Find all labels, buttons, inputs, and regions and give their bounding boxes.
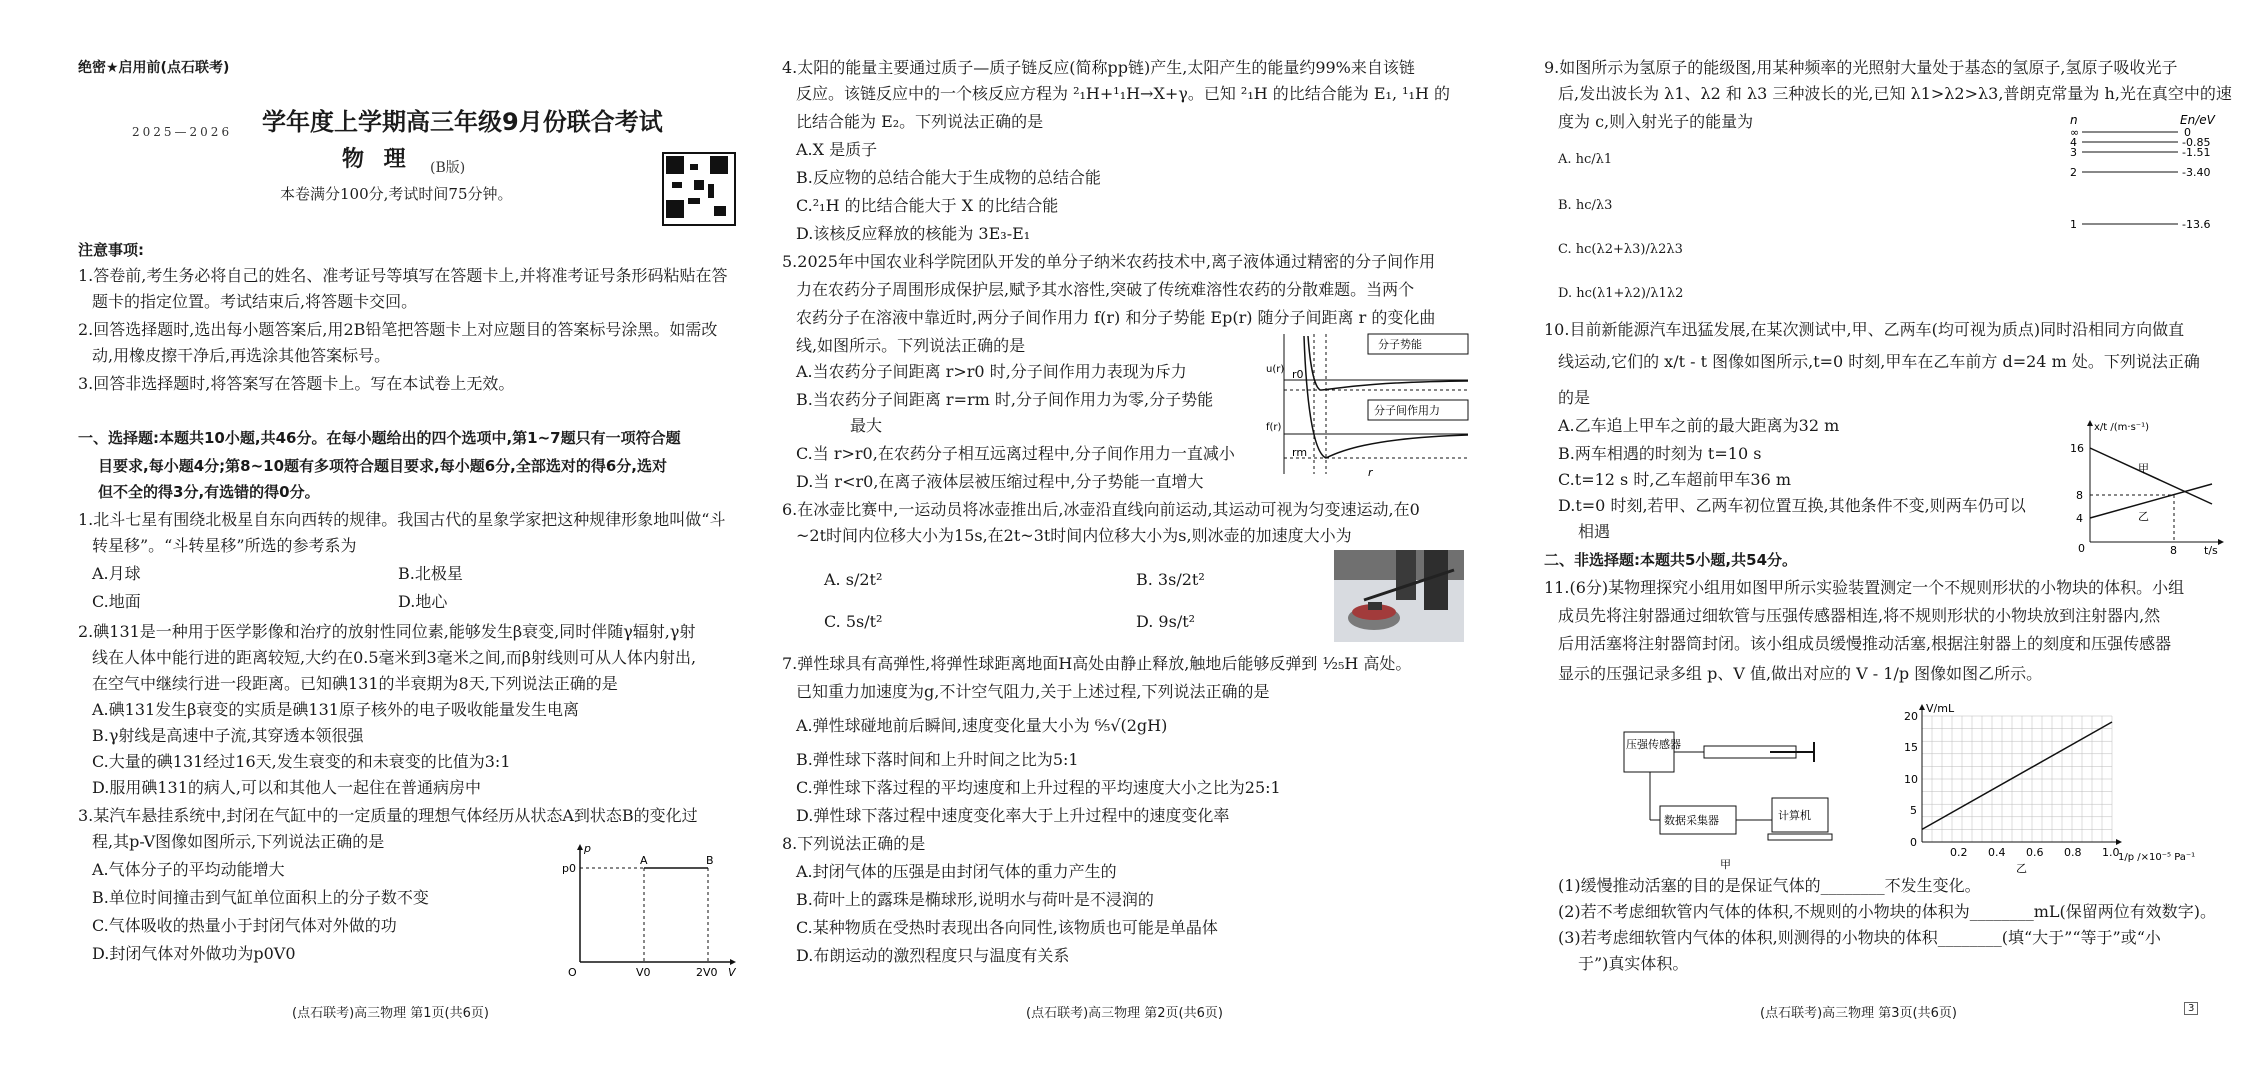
collector-label: 数据采集器 [1664, 814, 1719, 827]
level-n: ∞ [2070, 126, 2080, 139]
exam-title: 学年度上学期高三年级9月份联合考试 [262, 108, 663, 136]
vp-xtick: 0.8 [2064, 846, 2082, 859]
vp-yi: 乙 [2016, 862, 2027, 875]
option: A.弹性球碰地前后瞬间,速度变化量大小为 ⁶⁄₅√(2gH) [796, 716, 1168, 735]
question-line: 成员先将注射器通过细软管与压强传感器相连,将不规则形状的小物块放到注射器内,然 [1558, 606, 2161, 625]
option: D.地心 [398, 592, 448, 611]
vp-ytick: 0 [1910, 836, 1917, 849]
option: A. s/2t² [824, 570, 883, 589]
pv-origin: O [568, 966, 577, 979]
option: C.大量的碘131经过16天,发生衰变的和未衰变的比值为3:1 [92, 752, 511, 771]
grid [1922, 716, 2112, 842]
vp-ytick: 15 [1904, 741, 1918, 754]
option: D.t=0 时刻,若甲、乙两车初位置互换,其他条件不变,则两车仍可以 [1558, 496, 2026, 515]
level-n: 1 [2070, 218, 2077, 231]
question-line: 7.弹性球具有高弹性,将弹性球距离地面H高处由静止释放,触地后能够反弹到 ¹⁄₂₅H 高处。 [782, 654, 1412, 673]
energy-level-diagram [2068, 112, 2228, 236]
notice-line: 动,用橡皮擦干净后,再选涂其他答案标号。 [92, 346, 391, 365]
question-line: 比结合能为 E₂。下列说法正确的是 [796, 112, 1044, 131]
option: B.北极星 [398, 564, 463, 583]
question-line: 4.太阳的能量主要通过质子—质子链反应(简称pp链)产生,太阳产生的能量约99%来自该链 [782, 58, 1415, 77]
option: B.当农药分子间距离 r=rm 时,分子间作用力为零,分子势能 [796, 390, 1214, 409]
option: C. hc(λ2+λ3)/λ2λ3 [1558, 242, 1683, 257]
label-u: u(r) [1266, 364, 1285, 375]
option: B. hc/λ3 [1558, 198, 1613, 213]
option: D. hc(λ1+λ2)/λ1λ2 [1558, 286, 1684, 301]
question-line: 6.在冰壶比赛中,一运动员将冰壶推出后,冰壶沿直线向前运动,其运动可视为匀变速运动,在0 [782, 500, 1420, 519]
blank-question: (2)若不考虑细软管内气体的体积,不规则的小物块的体积为________mL(保留两位有效数字)。 [1558, 902, 2217, 921]
pv-figure [560, 842, 740, 982]
apparatus-jia: 甲 [1720, 858, 1731, 871]
notice-line: 2.回答选择题时,选出每小题答案后,用2B铅笔把答题卡上对应题目的答案标号涂黑。如需改 [78, 320, 718, 339]
pv-point-b: B [706, 854, 714, 867]
option: A.碘131发生β衰变的实质是碘131原子核外的电子吸收能量发生电离 [92, 700, 579, 719]
option: A.乙车追上甲车之前的最大距离为32 m [1558, 416, 1840, 435]
option: C.弹性球下落过程的平均速度和上升过程的平均速度大小之比为25:1 [796, 778, 1281, 797]
vp-ytick: 10 [1904, 773, 1918, 786]
option: C.²₁H 的比结合能大于 X 的比结合能 [796, 196, 1059, 215]
option: C.气体吸收的热量小于封闭气体对外做的功 [92, 916, 397, 935]
option: A.X 是质子 [796, 140, 878, 159]
pv-2v0: 2V0 [696, 966, 718, 979]
level-n: 3 [2070, 146, 2077, 159]
label-r0: r0 [1292, 368, 1304, 381]
vp-xlabel: 1/p /×10⁻⁵ Pa⁻¹ [2118, 852, 2196, 863]
blank-question: (3)若考虑细软管内气体的体积,则测得的小物块的体积________(填“大于”“等于”或“小 [1558, 928, 2161, 947]
question-line: ~2t时间内位移大小为15s,在2t~3t时间内位移大小为s,则冰壶的加速度大小为 [796, 526, 1352, 545]
level-n: 2 [2070, 166, 2077, 179]
score-time: 本卷满分100分,考试时间75分钟。 [280, 185, 513, 203]
version-label: (B版) [430, 160, 466, 176]
option: C.地面 [92, 592, 141, 611]
pv-p0: p0 [562, 862, 576, 875]
section1-line: 目要求,每小题4分;第8~10题有多项符合题目要求,每小题6分,全部选对的得6分,选对 [98, 457, 667, 475]
apparatus-figure [1620, 720, 1890, 870]
option: C.t=12 s 时,乙车超前甲车36 m [1558, 470, 1792, 489]
v-invp-graph [1892, 700, 2196, 876]
xt-jia: 甲 [2138, 462, 2149, 475]
level-n: 4 [2070, 136, 2077, 149]
vp-xtick: 0.4 [1988, 846, 2006, 859]
vp-ytick: 20 [1904, 710, 1918, 723]
option: C.当 r>r0,在农药分子相互远离过程中,分子间作用力一直减小 [796, 444, 1235, 463]
question-line: 显示的压强记录多组 p、V 值,做出对应的 V - 1/p 图像如图乙所示。 [1558, 664, 2043, 683]
label-r: r [1368, 466, 1373, 479]
option: B.单位时间撞击到气缸单位面积上的分子数不变 [92, 888, 429, 907]
level-e-label: En/eV [2180, 113, 2215, 127]
line-jia [2090, 448, 2212, 504]
question-line: 3.某汽车悬挂系统中,封闭在气缸中的一定质量的理想气体经历从状态A到状态B的变化过 [78, 806, 698, 825]
option: A.当农药分子间距离 r>r0 时,分子间作用力表现为斥力 [796, 362, 1187, 381]
blank-question: (1)缓慢推动活塞的目的是保证气体的________不发生变化。 [1558, 876, 1981, 895]
option: B.两车相遇的时刻为 t=10 s [1558, 444, 1762, 463]
page-footer: (点石联考)高三物理 第1页(共6页) [292, 1006, 489, 1021]
blank-question: 于”)真实体积。 [1578, 954, 1689, 973]
option: D.布朗运动的激烈程度只与温度有关系 [796, 946, 1070, 965]
question-line: 线,如图所示。下列说法正确的是 [796, 336, 1026, 355]
label-force: 分子间作用力 [1374, 404, 1440, 417]
xt-ylabel: x/t /(m·s⁻¹) [2094, 422, 2149, 433]
question-line: 线运动,它们的 x/t - t 图像如图所示,t=0 时刻,甲车在乙车前方 d=24 m 处。下列说法正确 [1558, 352, 2200, 371]
notice-line: 题卡的指定位置。考试结束后,将答题卡交回。 [92, 292, 418, 311]
question-line: 10.目前新能源汽车迅猛发展,在某次测试中,甲、乙两车(均可视为质点)同时沿相同方向做直 [1544, 320, 2185, 339]
question-line: 转星移”。“斗转星移”所选的参考系为 [92, 536, 357, 555]
option: D.服用碘131的病人,可以和其他人一起住在普通病房中 [92, 778, 481, 797]
option: C. 5s/t² [824, 612, 883, 631]
sensor-label: 压强传感器 [1626, 738, 1681, 751]
xt-yi: 乙 [2138, 510, 2149, 523]
option: B.荷叶上的露珠是椭球形,说明水与荷叶是不浸润的 [796, 890, 1154, 909]
pv-v0: V0 [636, 966, 651, 979]
page-footer: (点石联考)高三物理 第2页(共6页) [1026, 1006, 1223, 1021]
curling-photo [1334, 550, 1464, 642]
vp-xtick: 0.2 [1950, 846, 1968, 859]
option: D.弹性球下落过程中速度变化率大于上升过程中的速度变化率 [796, 806, 1230, 825]
option: A.月球 [92, 564, 141, 583]
question-line: 1.北斗七星有围绕北极星自东向西转的规律。我国古代的星象学家把这种规律形象地叫做“斗 [78, 510, 726, 529]
label-potential: 分子势能 [1378, 338, 1422, 351]
year-prefix: 2025—2026 [132, 125, 233, 139]
question-line: 度为 c,则入射光子的能量为 [1558, 112, 1754, 131]
question-line: 5.2025年中国农业科学院团队开发的单分子纳米农药技术中,离子液体通过精密的分子间作用 [782, 252, 1436, 271]
column-3 [1520, 0, 2268, 1078]
label-f: f(r) [1266, 422, 1282, 433]
option: D.当 r<r0,在离子液体层被压缩过程中,分子势能一直增大 [796, 472, 1204, 491]
corner-mark: 3 [2184, 1002, 2198, 1015]
pv-point-a: A [640, 854, 648, 867]
option: D.该核反应释放的核能为 3E₃-E₁ [796, 224, 1031, 243]
level-e: -3.40 [2182, 166, 2211, 179]
molecular-figure [1268, 334, 1470, 480]
computer-label: 计算机 [1778, 809, 1811, 822]
option: A.气体分子的平均动能增大 [92, 860, 285, 879]
question-line: 力在农药分子周围形成保护层,赋予其水溶性,突破了传统难溶性农药的分散难题。当两个 [796, 280, 1415, 299]
v-invp-line [1922, 722, 2112, 829]
question-line: 8.下列说法正确的是 [782, 834, 926, 853]
section2-title: 二、非选择题:本题共5小题,共54分。 [1544, 551, 1798, 569]
pv-ylabel: p [584, 842, 591, 855]
level-e: -1.51 [2182, 146, 2211, 159]
question-line: 在空气中继续行进一段距离。已知碘131的半衰期为8天,下列说法正确的是 [92, 674, 618, 693]
xt-origin: 0 [2078, 542, 2085, 555]
xt-y16: 16 [2070, 442, 2084, 455]
level-e: -13.6 [2182, 218, 2211, 231]
section1-line: 一、选择题:本题共10小题,共46分。在每小题给出的四个选项中,第1~7题只有一项符合题 [78, 429, 681, 447]
question-line: 后,发出波长为 λ1、λ2 和 λ3 三种波长的光,已知 λ1>λ2>λ3,普朗克常量为 h,光在真空中的速 [1558, 84, 2232, 103]
option: A.封闭气体的压强是由封闭气体的重力产生的 [796, 862, 1117, 881]
question-line: 9.如图所示为氢原子的能级图,用某种频率的光照射大量处于基态的氢原子,氢原子吸收光子 [1544, 58, 2178, 77]
level-e: -0.85 [2182, 136, 2211, 149]
xt-y8: 8 [2076, 489, 2083, 502]
level-n-label: n [2070, 113, 2078, 127]
vp-xtick: 1.0 [2102, 846, 2120, 859]
option: B.弹性球下落时间和上升时间之比为5:1 [796, 750, 1079, 769]
line-yi [2090, 484, 2212, 518]
qr-code [662, 152, 736, 226]
question-line: 的是 [1558, 388, 1591, 407]
option: B. 3s/2t² [1136, 570, 1205, 589]
xt-y4: 4 [2076, 512, 2083, 525]
option: D.封闭气体对外做功为p0V0 [92, 944, 296, 963]
xt-x8: 8 [2170, 544, 2177, 557]
notice-line: 3.回答非选择题时,将答案写在答题卡上。写在本试卷上无效。 [78, 374, 515, 393]
notice-title: 注意事项: [78, 241, 144, 259]
vp-xtick: 0.6 [2026, 846, 2044, 859]
section1-line: 但不全的得3分,有选错的得0分。 [98, 483, 320, 501]
question-line: 后用活塞将注射器筒封闭。该小组成员缓慢推动活塞,根据注射器上的刻度和压强传感器 [1558, 634, 2172, 653]
confidential-mark: 绝密★启用前(点石联考) [78, 60, 230, 76]
option: A. hc/λ1 [1558, 152, 1613, 167]
question-line: 11.(6分)某物理探究小组用如图甲所示实验装置测定一个不规则形状的小物块的体积。小组 [1544, 578, 2185, 597]
question-line: 反应。该链反应中的一个核反应方程为 ²₁H+¹₁H→X+γ。已知 ²₁H 的比结合能为 E₁, ¹₁H 的 [796, 84, 1450, 103]
page-footer: (点石联考)高三物理 第3页(共6页) [1760, 1006, 1957, 1021]
question-line: 2.碘131是一种用于医学影像和治疗的放射性同位素,能够发生β衰变,同时伴随γ辐射,γ射 [78, 622, 696, 641]
level-e: 0 [2184, 126, 2191, 139]
option: 最大 [850, 416, 883, 435]
pv-xlabel: V [728, 966, 736, 979]
question-line: 程,其p-V图像如图所示,下列说法正确的是 [92, 832, 385, 851]
notice-line: 1.答卷前,考生务必将自己的姓名、准考证号等填写在答题卡上,并将准考证号条形码粘贴在答 [78, 266, 728, 285]
column-2 [760, 0, 1520, 1078]
option: D. 9s/t² [1136, 612, 1196, 631]
question-line: 农药分子在溶液中靠近时,两分子间作用力 f(r) 和分子势能 Ep(r) 随分子间距离 r 的变化曲 [796, 308, 1436, 327]
xt-xlabel: t/s [2204, 544, 2218, 557]
question-line: 线在人体中能行进的距离较短,大约在0.5毫米到3毫米之间,而β射线则可从人体内射出, [92, 648, 697, 667]
option: B.γ射线是高速中子流,其穿透本领很强 [92, 726, 364, 745]
column-1 [0, 0, 760, 1078]
option: C.某种物质在受热时表现出各向同性,该物质也可能是单晶体 [796, 918, 1218, 937]
subject-title: 物 理 [342, 147, 412, 172]
label-rm: rm [1292, 446, 1308, 459]
option: 相遇 [1578, 522, 1611, 541]
xt-graph [2062, 418, 2232, 557]
vp-ytick: 5 [1910, 804, 1917, 817]
question-line: 已知重力加速度为g,不计空气阻力,关于上述过程,下列说法正确的是 [796, 682, 1270, 701]
vp-ylabel: V/mL [1926, 702, 1955, 715]
option: B.反应物的总结合能大于生成物的总结合能 [796, 168, 1101, 187]
